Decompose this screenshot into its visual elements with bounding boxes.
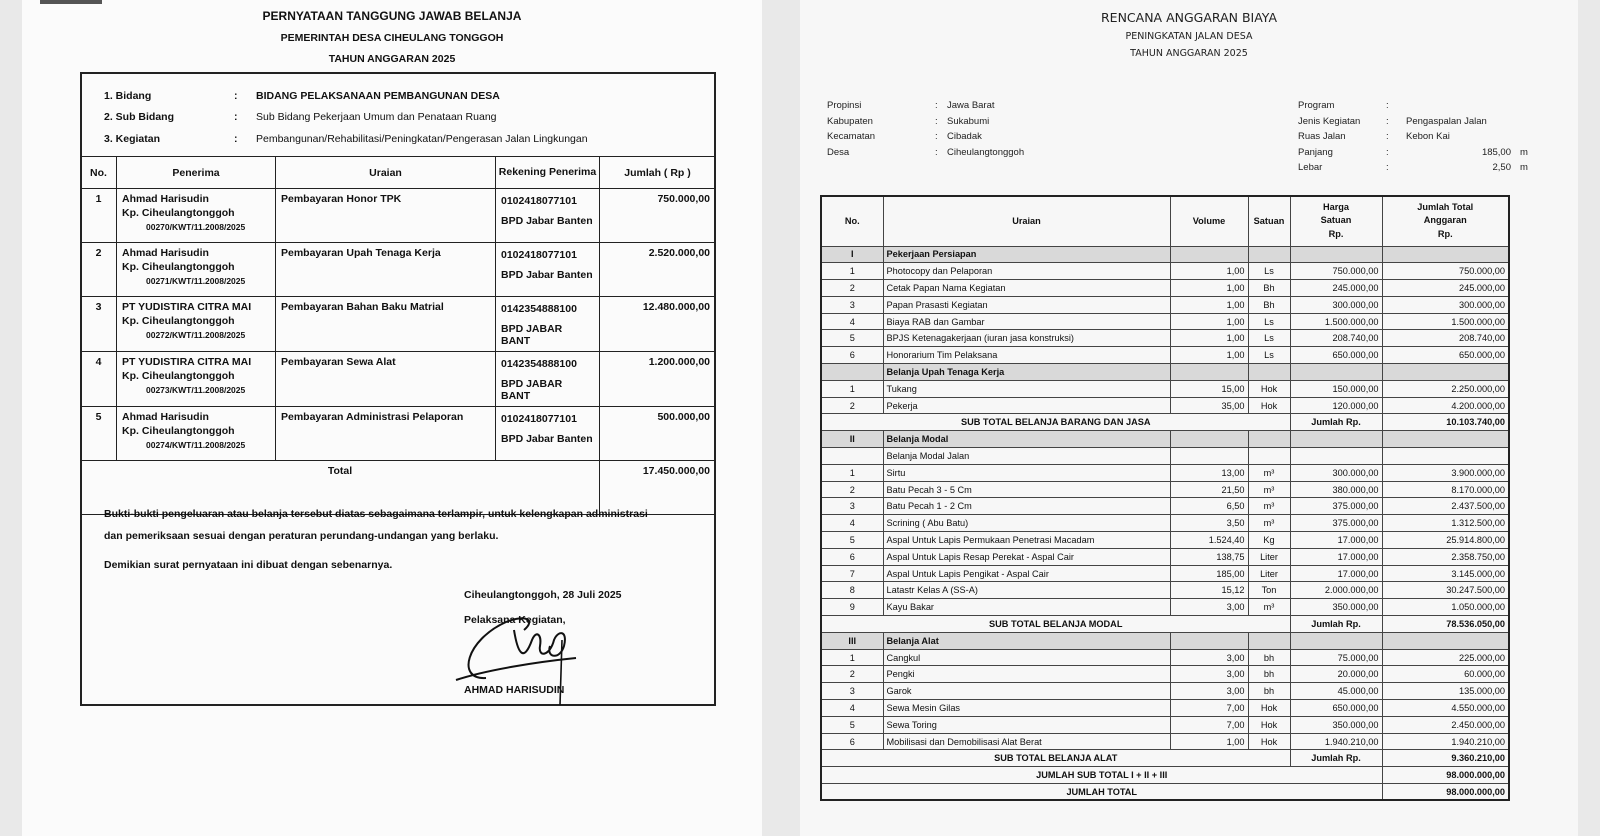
row-penerima: Ahmad Harisudin Kp. Ciheulangtonggoh 00270/KWT/11.2008/2025 <box>117 189 276 243</box>
ptb-row <box>81 352 716 407</box>
rab-meta-row: Kabupaten : Sukabumi <box>827 115 990 127</box>
row-rekening: 0102418077101 BPD Jabar Banten <box>496 243 600 297</box>
row-uraian: Pembayaran Sewa Alat <box>276 352 496 407</box>
rab-item-row: 1 Cangkul 3,00 bh 75.000,00 225.000,00 <box>821 649 1509 666</box>
row-jumlah: 2.520.000,00 <box>600 243 716 297</box>
rab-item-row: 2 Pengki 3,00 bh 20.000,00 60.000,00 <box>821 666 1509 683</box>
row-uraian: Pembayaran Bahan Baku Matrial <box>276 297 496 352</box>
rab-item-row: 3 Batu Pecah 1 - 2 Cm 6,50 m³ 375.000,00 2.437.500,00 <box>821 498 1509 515</box>
rab-meta-row: Ruas Jalan : Kebon Kai <box>1298 131 1450 142</box>
rab-item-row: 9 Kayu Bakar 3,00 m³ 350.000,00 1.050.000,00 <box>821 599 1509 616</box>
rab-item-row: 2 Pekerja 35,00 Hok 120.000,00 4.200.000,00 <box>821 397 1509 414</box>
row-penerima: Ahmad Harisudin Kp. Ciheulangtonggoh 00271/KWT/11.2008/2025 <box>117 243 276 297</box>
rab-item-row: 5 Aspal Untuk Lapis Permukaan Penetrasi Macadam 1.524,40 Kg 17.000,00 25.914.800,00 <box>821 532 1509 549</box>
rab-grandtotal-row: JUMLAH TOTAL 98.000.000,00 <box>821 784 1509 801</box>
note-line-2: dan pemeriksaan sesuai dengan peraturan perundang-undangan yang berlaku. <box>104 530 499 542</box>
row-no: 5 <box>81 407 117 461</box>
rab-grandtotal-row: JUMLAH SUB TOTAL I + II + III 98.000.000,00 <box>821 767 1509 784</box>
rab-item-row: 6 Mobilisasi dan Demobilisasi Alat Berat 1,00 Hok 1.940.210,00 1.940.210,00 <box>821 733 1509 750</box>
rab-item-row: 2 Cetak Papan Nama Kegiatan 1,00 Bh 245.000,00 245.000,00 <box>821 280 1509 297</box>
rab-meta-row: Jenis Kegiatan : Pengaspalan Jalan <box>1298 115 1487 127</box>
rab-item-row: 6 Aspal Untuk Lapis Resap Perekat - Aspal Cair 138,75 Liter 17.000,00 2.358.750,00 <box>821 548 1509 565</box>
rab-item-row: 5 Sewa Toring 7,00 Hok 350.000,00 2.450.000,00 <box>821 716 1509 733</box>
rab-col-jumlah: Jumlah Total Anggaran Rp. <box>1382 196 1509 246</box>
signer-name: AHMAD HARISUDIN <box>464 684 565 696</box>
doc-subtitle: PEMERINTAH DESA CIHEULANG TONGGOH <box>280 32 504 44</box>
handwritten-signature <box>446 600 586 710</box>
place-date: Ciheulangtonggoh, 28 Juli 2025 <box>464 589 622 601</box>
rab-subtotal-row: SUB TOTAL BELANJA BARANG DAN JASA Jumlah Rp. 10.103.740,00 <box>821 414 1509 431</box>
rab-section-row: II Belanja Modal <box>821 431 1509 448</box>
rab-document <box>800 0 1578 836</box>
ptb-box <box>80 72 716 706</box>
ptb-row <box>81 407 716 461</box>
rab-subtotal-row: SUB TOTAL BELANJA ALAT Jumlah Rp. 9.360.210,00 <box>821 750 1509 767</box>
pertanggungjawaban-document <box>22 0 762 836</box>
row-rekening: 0102418077101 BPD Jabar Banten <box>496 189 600 243</box>
row-jumlah: 12.480.000,00 <box>600 297 716 352</box>
rab-item-row: 1 Sirtu 13,00 m³ 300.000,00 3.900.000,00 <box>821 464 1509 481</box>
rab-meta-row: Lebar : 2,50 m <box>1298 162 1528 173</box>
ptb-row <box>81 297 716 352</box>
row-no: 3 <box>81 297 117 352</box>
row-no: 2 <box>81 243 117 297</box>
rab-item-row: Belanja Modal Jalan <box>821 448 1509 465</box>
meta-kegiatan: 3. Kegiatan : Pembangunan/Rehabilitasi/Peningkatan/Pengerasan Jalan Lingkungan <box>104 133 588 145</box>
doc-year: TAHUN ANGGARAN 2025 <box>328 53 456 65</box>
rab-item-row: 4 Scrining ( Abu Batu) 3,50 m³ 375.000,00 1.312.500,00 <box>821 515 1509 532</box>
total-label: Total <box>81 461 600 515</box>
rab-item-row: 7 Aspal Untuk Lapis Pengikat - Aspal Cair 185,00 Liter 17.000,00 3.145.000,00 <box>821 565 1509 582</box>
row-penerima: PT YUDISTIRA CITRA MAI Kp. Ciheulangtonggoh 00273/KWT/11.2008/2025 <box>117 352 276 407</box>
doc-title: PERNYATAAN TANGGUNG JAWAB BELANJA <box>262 9 522 23</box>
rab-item-row: 2 Batu Pecah 3 - 5 Cm 21,50 m³ 380.000,00 8.170.000,00 <box>821 481 1509 498</box>
col-penerima: Penerima <box>117 157 276 189</box>
rab-section-row: I Pekerjaan Persiapan <box>821 246 1509 263</box>
row-uraian: Pembayaran Upah Tenaga Kerja <box>276 243 496 297</box>
rab-item-row: 4 Biaya RAB dan Gambar 1,00 Ls 1.500.000,00 1.500.000,00 <box>821 313 1509 330</box>
row-uraian: Pembayaran Honor TPK <box>276 189 496 243</box>
row-no: 1 <box>81 189 117 243</box>
rab-meta-row: Kecamatan : Cibadak <box>827 131 982 142</box>
row-rekening: 0142354888100 BPD JABAR BANT <box>496 297 600 352</box>
meta-bidang: 1. Bidang : BIDANG PELAKSANAAN PEMBANGUNAN DESA <box>104 90 500 102</box>
row-jumlah: 500.000,00 <box>600 407 716 461</box>
row-jumlah: 1.200.000,00 <box>600 352 716 407</box>
rab-col-harga: Harga Satuan Rp. <box>1290 196 1382 246</box>
rab-item-row: 8 Latastr Kelas A (SS-A) 15,12 Ton 2.000.000,00 30.247.500,00 <box>821 582 1509 599</box>
col-rekening: Rekening Penerima <box>496 157 600 189</box>
signer-role: Pelaksana Kegiatan, <box>464 614 566 626</box>
rab-col-satuan: Satuan <box>1248 196 1290 246</box>
rab-col-uraian: Uraian <box>883 196 1170 246</box>
rab-meta-row: Desa : Ciheulangtonggoh <box>827 146 1025 158</box>
row-uraian: Pembayaran Administrasi Pelaporan <box>276 407 496 461</box>
rab-col-no: No. <box>821 196 883 246</box>
row-rekening: 0142354888100 BPD JABAR BANT <box>496 352 600 407</box>
rab-item-row: 1 Tukang 15,00 Hok 150.000,00 2.250.000,00 <box>821 380 1509 397</box>
rab-item-row: 4 Sewa Mesin Gilas 7,00 Hok 650.000,00 4.550.000,00 <box>821 700 1509 717</box>
rab-col-volume: Volume <box>1170 196 1248 246</box>
rab-item-row: 1 Photocopy dan Pelaporan 1,00 Ls 750.000,00 750.000,00 <box>821 263 1509 280</box>
rab-item-row: 5 BPJS Ketenagakerjaan (iuran jasa konstruksi) 1,00 Ls 208.740,00 208.740,00 <box>821 330 1509 347</box>
ptb-row <box>81 189 716 243</box>
total-value: 17.450.000,00 <box>600 461 716 515</box>
ptb-row <box>81 243 716 297</box>
rab-meta-row: Program : <box>1298 100 1389 111</box>
col-uraian: Uraian <box>276 157 496 189</box>
rab-year: TAHUN ANGGARAN 2025 <box>1130 48 1248 59</box>
note-line-1: Bukti-bukti pengeluaran atau belanja tersebut diatas sebagaimana terlampir, untuk kelengkapan administrasi <box>104 508 648 520</box>
rab-table <box>820 195 1510 801</box>
col-no: No. <box>81 157 117 189</box>
meta-sub-bidang: 2. Sub Bidang : Sub Bidang Pekerjaan Umum dan Penataan Ruang <box>104 111 497 123</box>
rab-subtotal-row: SUB TOTAL BELANJA MODAL Jumlah Rp. 78.536.050,00 <box>821 616 1509 633</box>
rab-section-row: III Belanja Alat <box>821 632 1509 649</box>
rab-title: RENCANA ANGGARAN BIAYA <box>1100 10 1278 25</box>
rab-section-row: Belanja Upah Tenaga Kerja <box>821 364 1509 381</box>
rab-meta-row: Panjang : 185,00 m <box>1298 146 1528 158</box>
row-rekening: 0102418077101 BPD Jabar Banten <box>496 407 600 461</box>
rab-subtitle: PENINGKATAN JALAN DESA <box>1125 31 1253 42</box>
ptb-table <box>80 156 716 515</box>
rab-item-row: 6 Honorarium Tim Pelaksana 1,00 Ls 650.000,00 650.000,00 <box>821 347 1509 364</box>
rab-item-row: 3 Papan Prasasti Kegiatan 1,00 Bh 300.000,00 300.000,00 <box>821 296 1509 313</box>
window-edge-tab <box>40 0 102 4</box>
row-jumlah: 750.000,00 <box>600 189 716 243</box>
rab-item-row: 3 Garok 3,00 bh 45.000,00 135.000,00 <box>821 683 1509 700</box>
note-line-3: Demikian surat pernyataan ini dibuat dengan sebenarnya. <box>104 559 393 571</box>
row-penerima: PT YUDISTIRA CITRA MAI Kp. Ciheulangtonggoh 00272/KWT/11.2008/2025 <box>117 297 276 352</box>
rab-meta-row: Propinsi : Jawa Barat <box>827 100 995 111</box>
row-penerima: Ahmad Harisudin Kp. Ciheulangtonggoh 00274/KWT/11.2008/2025 <box>117 407 276 461</box>
row-no: 4 <box>81 352 117 407</box>
col-jumlah: Jumlah ( Rp ) <box>600 157 716 189</box>
